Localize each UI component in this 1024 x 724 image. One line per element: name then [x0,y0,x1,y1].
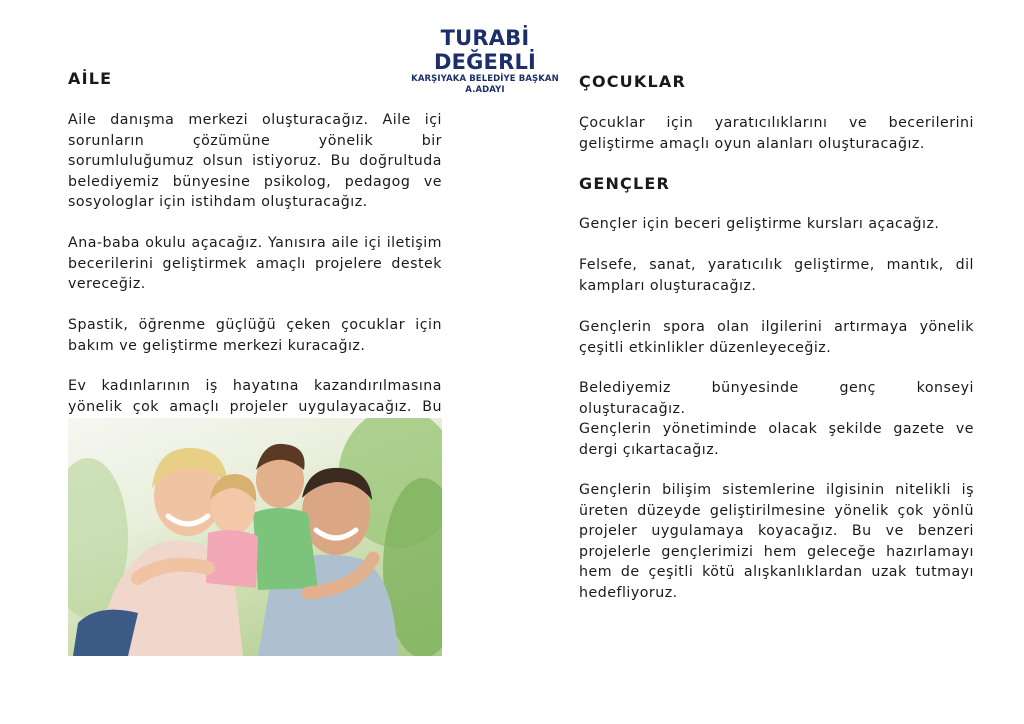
logo-subtitle-2: A.ADAYI [465,85,505,95]
family-photo [68,418,442,656]
youth-paragraph-4: Belediyemiz bünyesinde genç konseyi oluşturacağız. [579,380,974,417]
children-paragraph: Çocuklar için yaratıcılıklarını ve becerilerini geliştirme amaçlı oyun alanları oluşturacağız. [579,115,974,152]
family-photo-illustration [68,418,442,656]
youth-paragraph-1: Gençler için beceri geliştirme kursları açacağız. [579,216,940,232]
youth-paragraph-2: Felsefe, sanat, yaratıcılık geliştirme, mantık, dil kampları oluşturacağız. [579,257,974,294]
family-paragraph-3: Spastik, öğrenme güçlüğü çeken çocuklar için bakım ve geliştirme merkezi kuracağız. [68,317,442,354]
heading-youth: GENÇLER [579,174,671,193]
youth-paragraph-3: Gençlerin spora olan ilgilerini artırmaya yönelik çeşitli etkinlikler düzenleyeceğiz. [579,319,974,356]
family-paragraph-1: Aile danışma merkezi oluşturacağız. Aile içi sorunların çözümüne yönelik bir sorumluluğumuz olsun istiyoruz. Bu doğrultuda belediyemiz bünyesine psikolog, pedagog ve sosyologlar için istihdam oluşturacağız. [68,112,442,210]
youth-paragraph-5: Gençlerin yönetiminde olacak şekilde gazete ve dergi çıkartacağız. [579,421,974,458]
campaign-logo [400,26,570,96]
family-paragraph-2: Ana-baba okulu açacağız. Yanısıra aile içi iletişim becerilerini geliştirmek amaçlı projelere destek vereceğiz. [68,235,442,292]
heading-family: AİLE [68,69,113,88]
family-paragraph-4: Ev kadınlarının iş hayatına kazandırılmasına yönelik çok amaçlı projeler uygulayacağız. Bu [68,378,442,415]
logo-subtitle: KARŞIYAKA BELEDİYE BAŞKAN [411,74,559,84]
youth-paragraph-6: Gençlerin bilişim sistemlerine ilgisinin nitelikli iş üreten düzeyde geliştirilmesine yönelik çok yönlü projeler uygulamaya koyacağız. Bu ve benzeri projelerle gençlerimizi hem geleceğe hazırlamayı hem de çeşitli kötü alışkanlıklardan uzak tutmayı hedefliyoruz. [579,482,974,601]
logo-name: TURABİ DEĞERLİ [433,26,537,74]
heading-children: ÇOCUKLAR [579,72,686,91]
